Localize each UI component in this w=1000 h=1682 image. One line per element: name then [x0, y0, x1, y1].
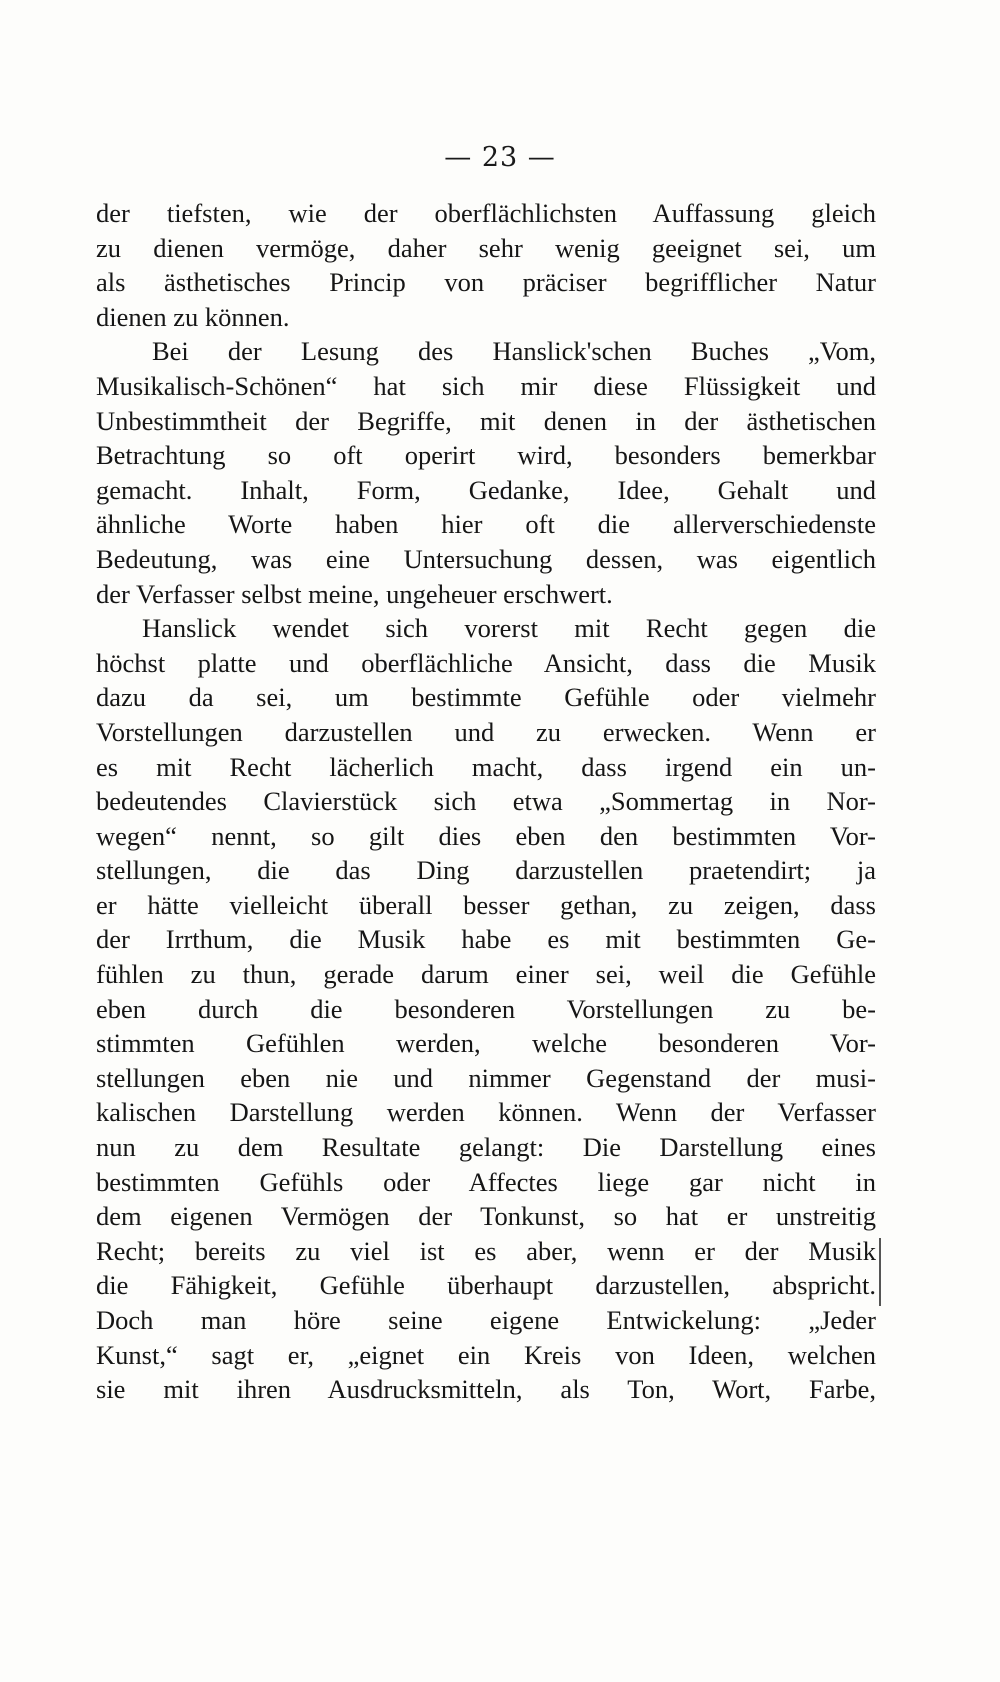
text-line: sie mit ihren Ausdrucksmitteln, als Ton, Wort, Farbe, — [96, 1374, 876, 1405]
text-line: stimmten Gefühlen werden, welche besonderen Vor- — [96, 1028, 876, 1059]
text-line: der Irrthum, die Musik habe es mit bestimmten Ge- — [96, 924, 876, 955]
margin-mark — [879, 1238, 881, 1306]
text-line: Kunst,“ sagt er, „eignet ein Kreis von Ideen, welchen — [96, 1339, 876, 1370]
text-line: Vorstellungen darzustellen und zu erwecken. Wenn er — [96, 716, 876, 747]
text-line: es mit Recht lächerlich macht, dass irgend ein un- — [96, 751, 876, 782]
text-line: bestimmten Gefühls oder Affectes liege gar nicht in — [96, 1166, 876, 1197]
text-line: dem eigenen Vermögen der Tonkunst, so hat er unstreitig — [96, 1201, 876, 1232]
text-line: Recht; bereits zu viel ist es aber, wenn er der Musik — [96, 1235, 876, 1266]
text-line: wegen“ nennt, so gilt dies eben den bestimmten Vor- — [96, 820, 876, 851]
text-line: dazu da sei, um bestimmte Gefühle oder vielmehr — [96, 682, 876, 713]
text-line: nun zu dem Resultate gelangt: Die Darstellung eines — [96, 1132, 876, 1163]
text-line: fühlen zu thun, gerade darum einer sei, weil die Gefühle — [96, 959, 876, 990]
text-line: höchst platte und oberflächliche Ansicht, dass die Musik — [96, 647, 876, 678]
text-line: dienen zu können. — [96, 301, 290, 332]
text-line: er hätte vielleicht überall besser gethan, zu zeigen, dass — [96, 889, 876, 920]
paragraph-start-line: Hanslick wendet sich vorerst mit Recht gegen die — [142, 613, 876, 644]
text-line: zu dienen vermöge, daher sehr wenig geeignet sei, um — [96, 232, 876, 263]
text-line: Doch man höre seine eigene Entwickelung: „Jeder — [96, 1305, 876, 1335]
paragraph-start-line: Bei der Lesung des Hanslick'schen Buches „Vom, — [152, 336, 876, 367]
text-line: ähnliche Worte haben hier oft die allerverschiedenste — [96, 509, 876, 540]
text-line: eben durch die besonderen Vorstellungen zu be- — [96, 993, 876, 1024]
text-line: stellungen, die das Ding darzustellen praetendirt; ja — [96, 855, 876, 886]
text-line: die Fähigkeit, Gefühle überhaupt darzustellen, abspricht. — [96, 1270, 876, 1301]
text-line: kalischen Darstellung werden können. Wenn der Verfasser — [96, 1097, 876, 1128]
text-line: Bedeutung, was eine Untersuchung dessen, was eigentlich — [96, 543, 876, 574]
text-line: gemacht. Inhalt, Form, Gedanke, Idee, Gehalt und — [96, 474, 876, 505]
text-line: der tiefsten, wie der oberflächlichsten Auffassung gleich — [96, 198, 876, 228]
text-line: als ästhetisches Princip von präciser begrifflicher Natur — [96, 267, 876, 298]
text-line: stellungen eben nie und nimmer Gegenstand der musi- — [96, 1062, 876, 1093]
text-line: Musikalisch-Schönen“ hat sich mir diese Flüssigkeit und — [96, 370, 876, 401]
page-number: — 23 — — [444, 142, 556, 173]
text-line: bedeutendes Clavierstück sich etwa „Sommertag in Nor- — [96, 786, 876, 817]
text-line: Betrachtung so oft operirt wird, besonders bemerkbar — [96, 440, 876, 471]
text-line: der Verfasser selbst meine, ungeheuer erschwert. — [96, 578, 613, 609]
text-line: Unbestimmtheit der Begriffe, mit denen in der ästhetischen — [96, 405, 876, 436]
body-text — [96, 196, 876, 1407]
